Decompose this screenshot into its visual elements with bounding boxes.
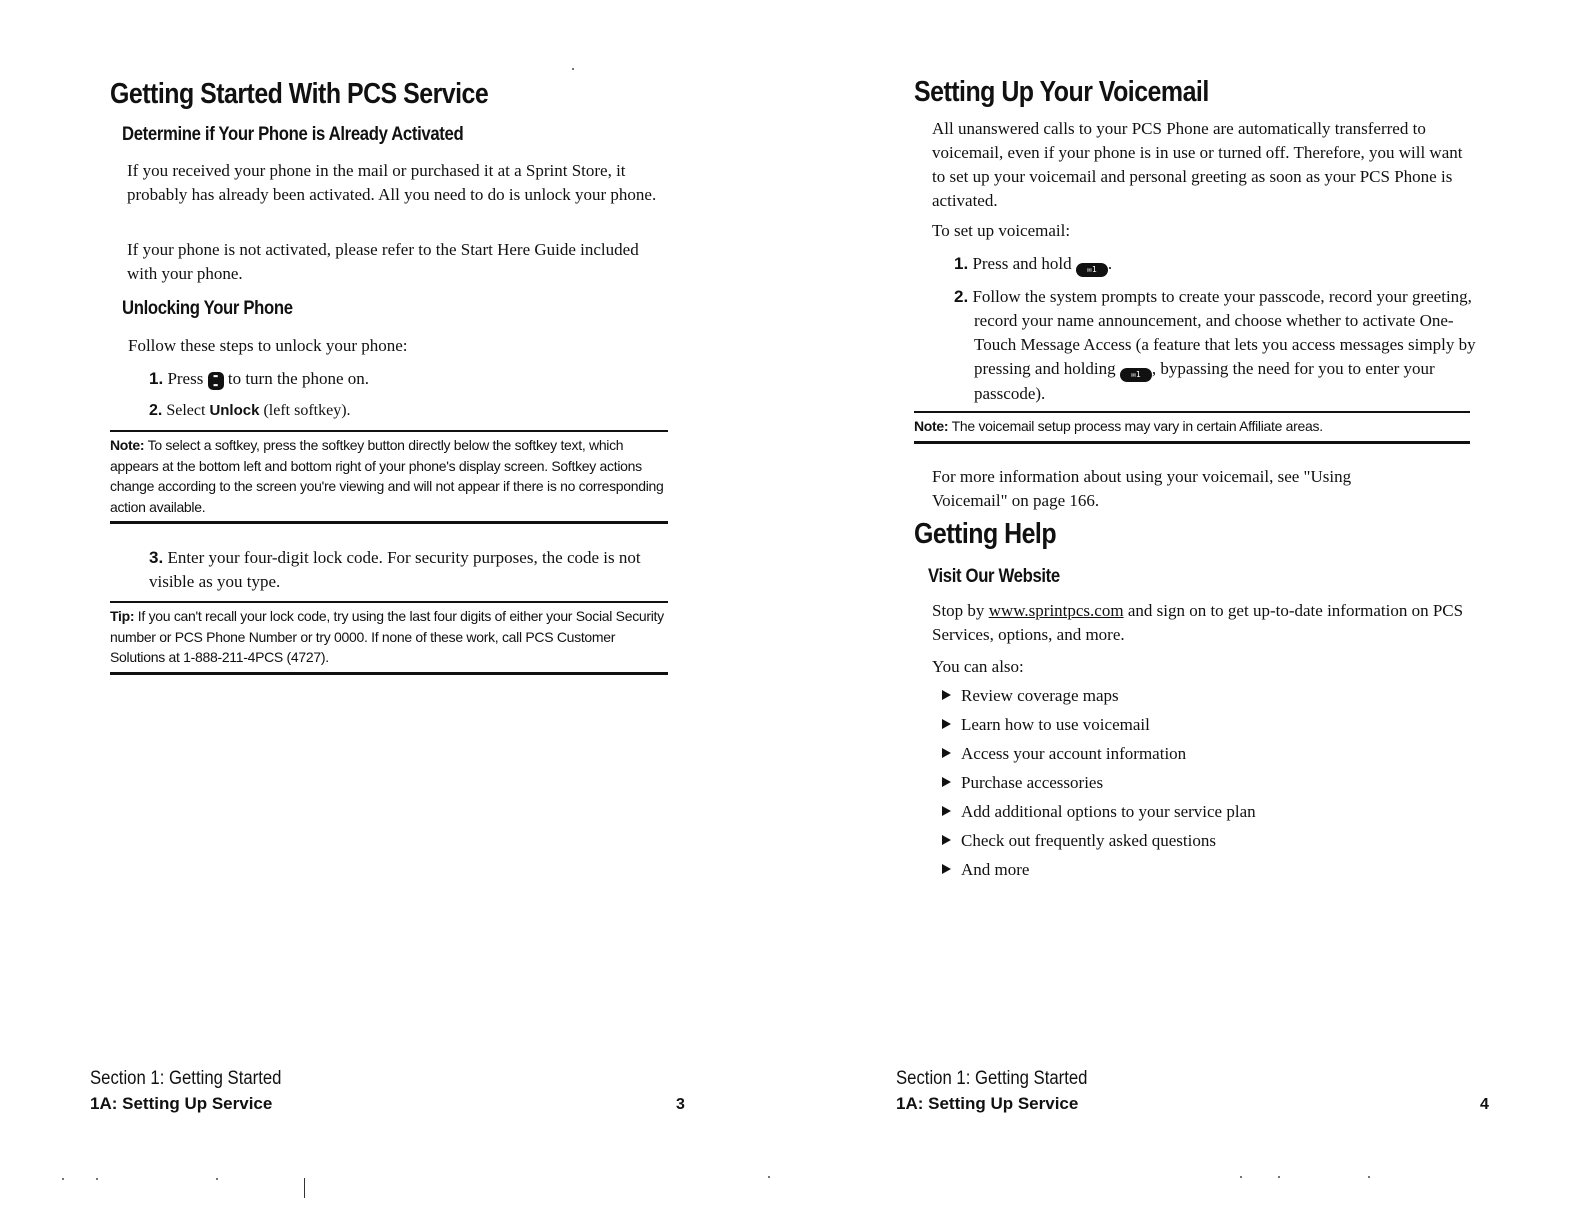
- also-intro: You can also:: [932, 657, 1024, 676]
- step-text: to turn the phone on.: [227, 369, 370, 388]
- tip-text: If you can't recall your lock code, try using the last four digits of either your Social Security number or PCS Phone Number or try 0000. If none of these work, call PCS Customer Solutions at 1-888-211-4PCS (4727).: [110, 608, 664, 665]
- scan-speck: [96, 1178, 98, 1180]
- scan-speck: [572, 68, 574, 70]
- page-number: 4: [1480, 1096, 1489, 1113]
- voicemail-step-2: [954, 285, 1494, 406]
- step-number: 2.: [954, 287, 969, 306]
- voicemail-note: [914, 411, 1470, 444]
- softkey-note: [110, 430, 668, 524]
- scan-speck: [768, 1176, 770, 1178]
- page-title: Setting Up Your Voicemail: [914, 76, 1209, 108]
- step-text: Enter your four-digit lock code. For security purposes, the code is not visible as you type.: [149, 548, 641, 591]
- scan-speck: [1240, 1176, 1242, 1178]
- list-item: Add additional options to your service plan: [942, 800, 1256, 824]
- footer-subsection: 1A: Setting Up Service: [90, 1094, 273, 1113]
- list-item: Check out frequently asked questions: [942, 829, 1216, 853]
- step-number: 1.: [149, 369, 164, 388]
- scan-speck: [62, 1178, 64, 1180]
- step-text: Select: [166, 402, 206, 419]
- note-text: To select a softkey, press the softkey button directly below the softkey text, which appears at the bottom left and bottom right of your phone's display screen. Softkey actions change according to the screen you're viewing and will not appear if there is no corresponding action available.: [110, 437, 664, 515]
- page-title: Getting Started With PCS Service: [110, 78, 489, 110]
- getting-help-title: Getting Help: [914, 518, 1057, 550]
- unlock-step-1: [149, 367, 369, 391]
- softkey-label: Unlock: [209, 402, 260, 419]
- list-item: Review coverage maps: [942, 684, 1119, 708]
- page-number: 3: [676, 1096, 685, 1113]
- footer-section: Section 1: Getting Started: [896, 1068, 1088, 1089]
- step-text: Press: [167, 369, 204, 388]
- website-text: and sign on to get up-to-date information on PCS Services, options, and more.: [932, 601, 1464, 644]
- activated-paragraph: If you received your phone in the mail or purchased it at a Sprint Store, it probably has already been activated. All you need to do is unlock your phone.: [127, 161, 657, 204]
- footer-section: Section 1: Getting Started: [90, 1068, 282, 1089]
- not-activated-paragraph: If your phone is not activated, please refer to the Start Here Guide included with your phone.: [127, 240, 639, 283]
- end-power-key-icon: ▬ ▬: [208, 372, 224, 390]
- voicemail-step-1: 1. Press and hold ✉1 .: [954, 252, 1112, 277]
- scan-speck: [1278, 1176, 1280, 1178]
- step-number: 2.: [149, 402, 163, 419]
- note-text: The voicemail setup process may vary in certain Affiliate areas.: [951, 418, 1323, 434]
- setup-intro: To set up voicemail:: [932, 221, 1071, 240]
- list-item: Access your account information: [942, 742, 1186, 766]
- bullet-arrow-icon: [942, 864, 951, 874]
- step-number: 1.: [954, 254, 969, 273]
- voicemail-intro-paragraph: All unanswered calls to your PCS Phone are automatically transferred to voicemail, even if your phone is in use or turned off. Therefore, you will want to set up your voicemail and personal greeting as soon as your PCS Phone is activated.: [932, 119, 1463, 210]
- unlock-step-2: [149, 399, 351, 423]
- sprintpcs-link[interactable]: www.sprintpcs.com: [988, 601, 1124, 620]
- lock-code-tip: [110, 601, 668, 675]
- unlock-intro: Follow these steps to unlock your phone:: [128, 336, 408, 355]
- note-label: Note:: [110, 437, 145, 453]
- message-key-icon: ✉1: [1120, 368, 1152, 382]
- footer-subsection: 1A: Setting Up Service: [896, 1094, 1079, 1113]
- bullet-arrow-icon: [942, 835, 951, 845]
- scan-speck: [216, 1178, 218, 1180]
- website-text: Stop by: [932, 601, 985, 620]
- website-paragraph: [932, 599, 1472, 647]
- more-info-paragraph: For more information about using your voicemail, see "Using Voicemail" on page 166.: [932, 467, 1352, 510]
- bullet-arrow-icon: [942, 719, 951, 729]
- section-heading-activated: Determine if Your Phone is Already Activated: [122, 124, 464, 145]
- unlock-step-3: [149, 546, 669, 594]
- list-item: Learn how to use voicemail: [942, 713, 1150, 737]
- bullet-arrow-icon: [942, 777, 951, 787]
- bullet-arrow-icon: [942, 748, 951, 758]
- scan-mark: [304, 1178, 305, 1198]
- step-number: 3.: [149, 548, 164, 567]
- scan-speck: [1368, 1176, 1370, 1178]
- bullet-arrow-icon: [942, 806, 951, 816]
- message-key-icon: ✉1: [1076, 263, 1108, 277]
- right-page: [792, 0, 1584, 1224]
- step-text: (left softkey).: [263, 402, 351, 419]
- bullet-arrow-icon: [942, 690, 951, 700]
- note-label: Note:: [914, 418, 949, 434]
- step-text: , bypassing the need for you to enter your passcode).: [974, 359, 1435, 403]
- step-text: Follow the system prompts to create your passcode, record your greeting, record your name announcement, and choose whether to activate One-Touch Message Access (a feature that lets you access messages simply by pressing and holding: [972, 287, 1476, 378]
- tip-label: Tip:: [110, 608, 135, 624]
- step-text: Press and hold: [972, 254, 1072, 273]
- section-heading-unlocking: Unlocking Your Phone: [122, 298, 293, 319]
- list-item: And more: [942, 858, 1029, 882]
- list-item: Purchase accessories: [942, 771, 1103, 795]
- website-heading: Visit Our Website: [928, 566, 1060, 587]
